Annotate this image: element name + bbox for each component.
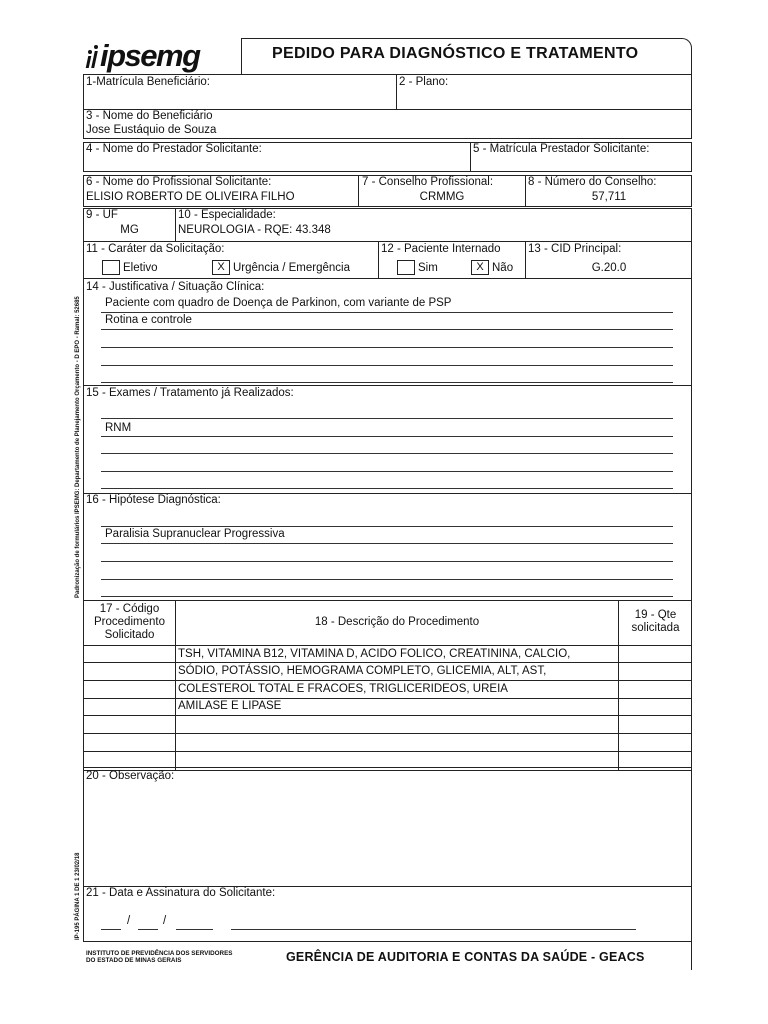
nao-label: Não <box>492 262 514 274</box>
exames-line-1[interactable]: RNM <box>105 422 132 434</box>
date-separator-1: / <box>127 915 131 927</box>
justificativa-label: 14 - Justificativa / Situação Clínica: <box>86 281 265 293</box>
nome-beneficiario-value[interactable]: Jose Eustáquio de Souza <box>86 124 217 136</box>
plano-label: 2 - Plano: <box>399 76 449 88</box>
conselho-profissional-label: 7 - Conselho Profissional: <box>362 176 494 188</box>
matricula-prestador-label: 5 - Matrícula Prestador Solicitante: <box>473 143 650 155</box>
uf-value[interactable]: MG <box>120 224 139 236</box>
sim-label: Sim <box>418 262 438 274</box>
procedure-row-4[interactable]: AMILASE E LIPASE <box>178 700 282 712</box>
codigo-procedimento-header: 17 - Código Procedimento Solicitado <box>94 603 165 641</box>
numero-conselho-value[interactable]: 57,711 <box>591 191 627 203</box>
matricula-beneficiario-label: 1-Matrícula Beneficiário: <box>86 76 210 88</box>
date-separator-2: / <box>163 915 167 927</box>
conselho-profissional-value[interactable]: CRMMG <box>419 191 465 203</box>
carater-solicitacao-label: 11 - Caráter da Solicitação: <box>86 243 225 255</box>
procedure-row-2[interactable]: SÓDIO, POTÁSSIO, HEMOGRAMA COMPLETO, GLICEMIA, ALT, AST, <box>178 665 547 677</box>
procedure-row-3[interactable]: COLESTEROL TOTAL E FRACOES, TRIGLICERIDEOS, UREIA <box>178 683 508 695</box>
cid-principal-label: 13 - CID Principal: <box>528 243 622 255</box>
profissional-solicitante-label: 6 - Nome do Profissional Solicitante: <box>86 176 272 188</box>
signature-line[interactable] <box>231 929 636 930</box>
date-day-line[interactable] <box>101 929 121 930</box>
hipotese-line-1[interactable]: Paralisia Supranuclear Progressiva <box>105 528 285 540</box>
vertical-form-code: IP-195 PÁGINA 1 DE 1 23/02/18 <box>75 852 81 940</box>
especialidade-value[interactable]: NEUROLOGIA - RQE: 43.348 <box>178 224 331 236</box>
uf-label: 9 - UF <box>86 209 118 221</box>
page-title: PEDIDO PARA DIAGNÓSTICO E TRATAMENTO <box>272 45 639 62</box>
vertical-standardization-note: Padronização de formulários IPSEMG: Departamento de Planejamento Orçamento - D EPO - Ramal: 52685 <box>75 296 81 598</box>
eletivo-label: Eletivo <box>123 262 158 274</box>
date-month-line[interactable] <box>138 929 158 930</box>
descricao-procedimento-header: 18 - Descrição do Procedimento <box>314 616 480 628</box>
logo-text: ipsemg <box>100 38 200 73</box>
sim-checkbox[interactable] <box>397 260 415 275</box>
cid-principal-value[interactable]: G.20.0 <box>591 262 627 274</box>
especialidade-label: 10 - Especialidade: <box>178 209 276 221</box>
assinatura-label: 21 - Data e Assinatura do Solicitante: <box>86 887 276 899</box>
nome-beneficiario-label: 3 - Nome do Beneficiário <box>86 110 213 122</box>
urgencia-checkbox[interactable]: X <box>212 260 230 275</box>
institution-name: INSTITUTO DE PREVIDÊNCIA DOS SERVIDORES DO ESTADO DE MINAS GERAIS <box>86 950 233 964</box>
profissional-solicitante-value[interactable]: ELISIO ROBERTO DE OLIVEIRA FILHO <box>86 191 295 203</box>
eletivo-checkbox[interactable] <box>102 260 120 275</box>
paciente-internado-label: 12 - Paciente Internado <box>381 243 501 255</box>
numero-conselho-label: 8 - Número do Conselho: <box>528 176 657 188</box>
hipotese-label: 16 - Hipótese Diagnóstica: <box>86 494 221 506</box>
justificativa-section <box>83 278 692 386</box>
justificativa-line-2[interactable]: Rotina e controle <box>105 314 192 326</box>
quantidade-header: 19 - Qte solicitada <box>631 609 680 634</box>
ipsemg-logo <box>86 38 200 74</box>
observacao-label: 20 - Observação: <box>86 770 175 782</box>
procedure-row-1[interactable]: TSH, VITAMINA B12, VITAMINA D, ACIDO FOLICO, CREATININA, CALCIO, <box>178 648 571 660</box>
exames-label: 15 - Exames / Tratamento já Realizados: <box>86 387 294 399</box>
prestador-solicitante-label: 4 - Nome do Prestador Solicitante: <box>86 143 262 155</box>
department-name: GERÊNCIA DE AUDITORIA E CONTAS DA SAÚDE - GEACS <box>286 950 645 964</box>
justificativa-line-1[interactable]: Paciente com quadro de Doença de Parkinon, com variante de PSP <box>105 297 452 309</box>
date-year-line[interactable] <box>176 929 213 930</box>
exames-section <box>83 385 692 494</box>
urgencia-label: Urgência / Emergência <box>233 262 350 274</box>
hipotese-section <box>83 493 692 601</box>
nao-checkbox[interactable]: X <box>471 260 489 275</box>
observacao-section <box>83 767 692 887</box>
